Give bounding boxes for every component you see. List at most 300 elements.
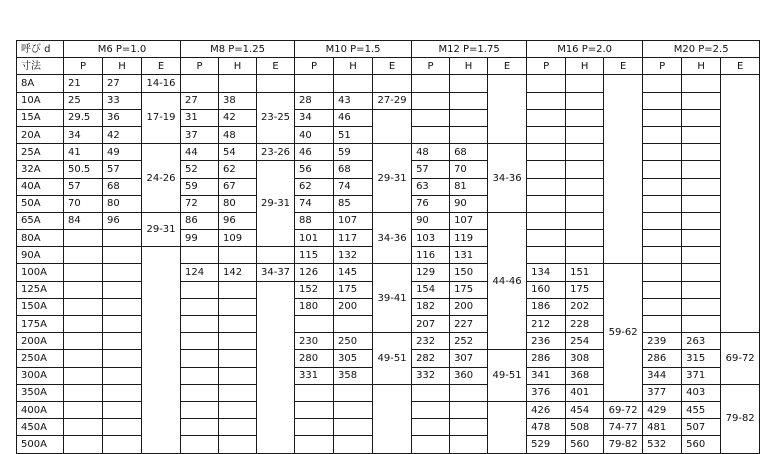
m20-h-cell	[682, 281, 721, 298]
m10-h-cell	[334, 436, 373, 453]
m8-h-cell	[219, 281, 257, 298]
m20-h-cell: 507	[682, 419, 721, 436]
m16-h-cell	[566, 144, 604, 161]
m10-p-cell: 28	[295, 92, 334, 109]
m8-h-cell	[219, 298, 257, 315]
m6-p-cell	[64, 247, 103, 264]
m12-p-cell	[412, 401, 450, 418]
m16-h-cell: 175	[566, 281, 604, 298]
m16-p-cell: 236	[527, 333, 566, 350]
table-row	[17, 333, 760, 350]
m6-p-cell: 34	[64, 126, 103, 143]
table-row	[17, 92, 760, 109]
m8-h-cell: 48	[219, 126, 257, 143]
col-e: E	[488, 58, 527, 75]
m16-e-cell: 74-77	[604, 419, 643, 436]
m8-p-cell	[181, 316, 219, 333]
m12-p-cell: 232	[412, 333, 450, 350]
m6-h-cell	[103, 281, 142, 298]
col-h: H	[334, 58, 373, 75]
col-p: P	[64, 58, 103, 75]
m10-h-cell: 132	[334, 247, 373, 264]
m20-e-cell: 69-72	[721, 333, 760, 385]
m16-h-cell	[566, 109, 604, 126]
m20-p-cell	[643, 281, 682, 298]
m12-p-cell	[412, 92, 450, 109]
m20-p-cell	[643, 126, 682, 143]
m6-h-cell	[103, 419, 142, 436]
m8-h-cell	[219, 367, 257, 384]
m10-h-cell: 68	[334, 161, 373, 178]
m12-h-cell: 227	[450, 316, 488, 333]
m12-h-cell: 90	[450, 195, 488, 212]
m20-h-cell: 263	[682, 333, 721, 350]
m6-p-cell: 70	[64, 195, 103, 212]
m20-h-cell	[682, 75, 721, 92]
m16-p-cell	[527, 75, 566, 92]
m20-p-cell	[643, 316, 682, 333]
m6-p-cell	[64, 436, 103, 453]
m16-p-cell: 478	[527, 419, 566, 436]
m12-h-cell	[450, 92, 488, 109]
m10-p-cell: 101	[295, 230, 334, 247]
col-p: P	[643, 58, 682, 75]
m12-p-cell: 129	[412, 264, 450, 281]
m16-h-cell: 368	[566, 367, 604, 384]
m10-e-cell	[373, 384, 412, 453]
m10-p-cell	[295, 436, 334, 453]
m10-p-cell: 331	[295, 367, 334, 384]
m16-e-cell	[604, 75, 643, 264]
m8-e-cell: 34-37	[257, 264, 295, 281]
m12-h-cell: 131	[450, 247, 488, 264]
m12-h-cell: 70	[450, 161, 488, 178]
m6-e-cell: 14-16	[142, 75, 181, 92]
m8-p-cell	[181, 419, 219, 436]
m10-p-cell: 115	[295, 247, 334, 264]
m16-p-cell	[527, 109, 566, 126]
m12-h-cell: 307	[450, 350, 488, 367]
m10-p-cell: 88	[295, 212, 334, 229]
m6-p-cell: 57	[64, 178, 103, 195]
table-row	[17, 264, 760, 281]
m16-p-cell: 134	[527, 264, 566, 281]
m6-p-cell: 41	[64, 144, 103, 161]
m16-p-cell: 529	[527, 436, 566, 453]
m20-h-cell	[682, 144, 721, 161]
m6-p-cell	[64, 333, 103, 350]
m6-h-cell	[103, 333, 142, 350]
m10-p-cell: 46	[295, 144, 334, 161]
m12-p-cell: 332	[412, 367, 450, 384]
size-cell: 15A	[17, 109, 64, 126]
group-m6: M6 P=1.0	[64, 41, 181, 58]
m20-h-cell: 315	[682, 350, 721, 367]
m16-p-cell: 286	[527, 350, 566, 367]
m20-h-cell: 403	[682, 384, 721, 401]
m6-p-cell	[64, 350, 103, 367]
m8-h-cell: 42	[219, 109, 257, 126]
m8-p-cell: 52	[181, 161, 219, 178]
m20-p-cell: 532	[643, 436, 682, 453]
m6-h-cell	[103, 367, 142, 384]
m8-p-cell	[181, 436, 219, 453]
m10-h-cell: 358	[334, 367, 373, 384]
size-cell: 250A	[17, 350, 64, 367]
m16-e-cell: 69-72	[604, 401, 643, 418]
m8-p-cell	[181, 333, 219, 350]
m16-h-cell	[566, 92, 604, 109]
m8-p-cell	[181, 350, 219, 367]
m20-h-cell	[682, 126, 721, 143]
m20-h-cell	[682, 92, 721, 109]
m8-h-cell: 142	[219, 264, 257, 281]
m16-p-cell	[527, 230, 566, 247]
size-cell: 500A	[17, 436, 64, 453]
m6-h-cell: 80	[103, 195, 142, 212]
m8-h-cell: 62	[219, 161, 257, 178]
m6-h-cell	[103, 384, 142, 401]
m12-h-cell: 81	[450, 178, 488, 195]
m6-h-cell	[103, 436, 142, 453]
m8-h-cell	[219, 350, 257, 367]
m10-p-cell: 180	[295, 298, 334, 315]
m16-p-cell: 426	[527, 401, 566, 418]
m8-e-cell	[257, 247, 295, 264]
m8-h-cell	[219, 75, 257, 92]
m16-h-cell: 508	[566, 419, 604, 436]
m16-h-cell: 560	[566, 436, 604, 453]
m12-h-cell: 360	[450, 367, 488, 384]
m6-h-cell	[103, 316, 142, 333]
m10-h-cell: 145	[334, 264, 373, 281]
m20-p-cell	[643, 264, 682, 281]
m16-p-cell: 212	[527, 316, 566, 333]
m20-h-cell: 455	[682, 401, 721, 418]
col-h: H	[219, 58, 257, 75]
table-row	[17, 109, 760, 126]
table-row	[17, 75, 760, 92]
m16-h-cell	[566, 247, 604, 264]
m20-h-cell	[682, 212, 721, 229]
m20-h-cell: 560	[682, 436, 721, 453]
m6-h-cell: 49	[103, 144, 142, 161]
m20-p-cell: 429	[643, 401, 682, 418]
m20-p-cell	[643, 144, 682, 161]
m8-h-cell: 80	[219, 195, 257, 212]
m20-h-cell	[682, 161, 721, 178]
m10-h-cell: 74	[334, 178, 373, 195]
m20-h-cell	[682, 264, 721, 281]
m10-p-cell	[295, 384, 334, 401]
m10-h-cell	[334, 75, 373, 92]
nominal-label: 呼び d	[17, 41, 64, 58]
size-cell: 150A	[17, 298, 64, 315]
m10-h-cell: 200	[334, 298, 373, 315]
size-cell: 80A	[17, 230, 64, 247]
m12-h-cell: 200	[450, 298, 488, 315]
m8-p-cell	[181, 401, 219, 418]
m12-e-cell	[488, 75, 527, 144]
m16-h-cell	[566, 178, 604, 195]
size-cell: 32A	[17, 161, 64, 178]
m20-p-cell	[643, 247, 682, 264]
m6-h-cell: 96	[103, 212, 142, 229]
m12-p-cell: 154	[412, 281, 450, 298]
m6-h-cell: 36	[103, 109, 142, 126]
m20-p-cell	[643, 92, 682, 109]
group-m10: M10 P=1.5	[295, 41, 412, 58]
m12-p-cell: 282	[412, 350, 450, 367]
m6-h-cell: 57	[103, 161, 142, 178]
m6-h-cell	[103, 298, 142, 315]
size-cell: 200A	[17, 333, 64, 350]
m16-p-cell: 341	[527, 367, 566, 384]
m10-p-cell: 40	[295, 126, 334, 143]
m16-h-cell: 308	[566, 350, 604, 367]
m10-p-cell: 230	[295, 333, 334, 350]
m10-h-cell: 43	[334, 92, 373, 109]
m12-h-cell: 107	[450, 212, 488, 229]
m20-p-cell: 377	[643, 384, 682, 401]
size-cell: 10A	[17, 92, 64, 109]
m12-h-cell	[450, 419, 488, 436]
m12-h-cell: 252	[450, 333, 488, 350]
col-e: E	[373, 58, 412, 75]
m12-p-cell	[412, 109, 450, 126]
m10-e-cell: 27-29	[373, 92, 412, 109]
m20-p-cell: 286	[643, 350, 682, 367]
size-cell: 175A	[17, 316, 64, 333]
m16-p-cell	[527, 195, 566, 212]
m20-p-cell: 344	[643, 367, 682, 384]
size-cell: 90A	[17, 247, 64, 264]
m20-h-cell	[682, 178, 721, 195]
m8-p-cell	[181, 281, 219, 298]
m12-p-cell	[412, 419, 450, 436]
size-cell: 300A	[17, 367, 64, 384]
m16-p-cell	[527, 178, 566, 195]
m6-p-cell	[64, 401, 103, 418]
m12-p-cell: 90	[412, 212, 450, 229]
m20-e-cell: 79-82	[721, 384, 760, 453]
m6-e-cell: 24-26	[142, 144, 181, 213]
m8-h-cell	[219, 401, 257, 418]
m8-h-cell	[219, 316, 257, 333]
m12-p-cell: 116	[412, 247, 450, 264]
m10-p-cell: 62	[295, 178, 334, 195]
m8-p-cell: 37	[181, 126, 219, 143]
m16-h-cell: 401	[566, 384, 604, 401]
m8-p-cell: 31	[181, 109, 219, 126]
m8-p-cell	[181, 247, 219, 264]
m12-h-cell: 119	[450, 230, 488, 247]
m6-p-cell	[64, 230, 103, 247]
m6-p-cell	[64, 264, 103, 281]
m20-p-cell: 481	[643, 419, 682, 436]
size-cell: 40A	[17, 178, 64, 195]
m12-p-cell	[412, 436, 450, 453]
m6-h-cell: 33	[103, 92, 142, 109]
m10-p-cell: 74	[295, 195, 334, 212]
m12-h-cell	[450, 75, 488, 92]
m8-p-cell: 99	[181, 230, 219, 247]
m6-h-cell	[103, 247, 142, 264]
m16-h-cell: 202	[566, 298, 604, 315]
m6-p-cell	[64, 316, 103, 333]
m10-h-cell	[334, 384, 373, 401]
col-e: E	[257, 58, 295, 75]
m8-p-cell	[181, 298, 219, 315]
size-cell: 100A	[17, 264, 64, 281]
m20-h-cell: 371	[682, 367, 721, 384]
m12-p-cell	[412, 384, 450, 401]
m16-p-cell	[527, 212, 566, 229]
m10-h-cell: 51	[334, 126, 373, 143]
m20-h-cell	[682, 247, 721, 264]
col-p: P	[527, 58, 566, 75]
dimension-table	[16, 40, 760, 454]
m10-p-cell: 152	[295, 281, 334, 298]
m20-p-cell	[643, 298, 682, 315]
m16-p-cell: 186	[527, 298, 566, 315]
m6-e-cell: 29-31	[142, 212, 181, 246]
m20-p-cell	[643, 230, 682, 247]
m6-p-cell: 84	[64, 212, 103, 229]
m6-h-cell	[103, 264, 142, 281]
m12-p-cell: 207	[412, 316, 450, 333]
m16-p-cell: 376	[527, 384, 566, 401]
m12-h-cell	[450, 436, 488, 453]
col-p: P	[181, 58, 219, 75]
m8-p-cell: 27	[181, 92, 219, 109]
m12-p-cell: 48	[412, 144, 450, 161]
header-row	[17, 41, 760, 58]
m10-h-cell: 175	[334, 281, 373, 298]
col-h: H	[103, 58, 142, 75]
m12-e-cell: 44-46	[488, 212, 527, 350]
m6-p-cell	[64, 419, 103, 436]
size-cell: 65A	[17, 212, 64, 229]
m20-p-cell	[643, 109, 682, 126]
m12-h-cell: 68	[450, 144, 488, 161]
m16-p-cell	[527, 126, 566, 143]
m6-p-cell: 50.5	[64, 161, 103, 178]
m6-e-cell: 17-19	[142, 92, 181, 144]
m6-p-cell: 25	[64, 92, 103, 109]
m16-h-cell: 228	[566, 316, 604, 333]
size-label: 寸法	[17, 58, 64, 75]
m16-p-cell: 160	[527, 281, 566, 298]
m12-h-cell: 175	[450, 281, 488, 298]
m12-p-cell: 182	[412, 298, 450, 315]
m6-h-cell: 27	[103, 75, 142, 92]
m16-p-cell	[527, 92, 566, 109]
m10-p-cell	[295, 419, 334, 436]
m8-p-cell	[181, 75, 219, 92]
m12-h-cell	[450, 384, 488, 401]
m20-h-cell	[682, 298, 721, 315]
size-cell: 25A	[17, 144, 64, 161]
m8-h-cell	[219, 384, 257, 401]
m8-h-cell: 109	[219, 230, 257, 247]
m6-h-cell: 42	[103, 126, 142, 143]
m10-h-cell: 305	[334, 350, 373, 367]
m8-h-cell: 96	[219, 212, 257, 229]
group-m8: M8 P=1.25	[181, 41, 295, 58]
m8-h-cell	[219, 419, 257, 436]
m12-p-cell	[412, 75, 450, 92]
table-row	[17, 212, 760, 229]
m20-h-cell	[682, 195, 721, 212]
m10-p-cell: 280	[295, 350, 334, 367]
m12-h-cell	[450, 109, 488, 126]
m16-p-cell	[527, 247, 566, 264]
m6-p-cell	[64, 384, 103, 401]
m16-h-cell: 254	[566, 333, 604, 350]
m16-h-cell	[566, 75, 604, 92]
size-cell: 8A	[17, 75, 64, 92]
m8-h-cell	[219, 247, 257, 264]
m8-e-cell	[257, 75, 295, 92]
m12-e-cell	[488, 401, 527, 453]
m10-e-cell: 39-41	[373, 264, 412, 333]
m10-p-cell: 126	[295, 264, 334, 281]
m10-h-cell: 250	[334, 333, 373, 350]
size-cell: 125A	[17, 281, 64, 298]
col-e: E	[604, 58, 643, 75]
col-p: P	[295, 58, 334, 75]
m10-p-cell	[295, 401, 334, 418]
m10-h-cell: 117	[334, 230, 373, 247]
m10-h-cell: 85	[334, 195, 373, 212]
size-cell: 50A	[17, 195, 64, 212]
m12-p-cell: 76	[412, 195, 450, 212]
m16-h-cell	[566, 230, 604, 247]
m20-h-cell	[682, 316, 721, 333]
m6-p-cell: 21	[64, 75, 103, 92]
m6-h-cell: 68	[103, 178, 142, 195]
m10-h-cell: 59	[334, 144, 373, 161]
m6-h-cell	[103, 230, 142, 247]
m16-h-cell	[566, 126, 604, 143]
m6-h-cell	[103, 401, 142, 418]
m20-e-cell	[721, 75, 760, 333]
m16-p-cell	[527, 144, 566, 161]
m12-p-cell	[412, 126, 450, 143]
m20-h-cell	[682, 230, 721, 247]
m12-h-cell: 150	[450, 264, 488, 281]
m10-e-cell: 29-31	[373, 144, 412, 213]
m10-h-cell: 46	[334, 109, 373, 126]
m20-p-cell	[643, 75, 682, 92]
m8-p-cell	[181, 384, 219, 401]
m16-h-cell	[566, 212, 604, 229]
m8-h-cell	[219, 333, 257, 350]
m8-h-cell: 38	[219, 92, 257, 109]
m8-p-cell: 44	[181, 144, 219, 161]
m8-e-cell: 29-31	[257, 161, 295, 247]
m6-p-cell	[64, 281, 103, 298]
m16-h-cell	[566, 161, 604, 178]
m12-e-cell: 34-36	[488, 144, 527, 213]
m16-e-cell: 79-82	[604, 436, 643, 453]
table-row	[17, 144, 760, 161]
size-cell: 400A	[17, 401, 64, 418]
col-e: E	[142, 58, 181, 75]
m12-p-cell: 57	[412, 161, 450, 178]
m12-h-cell	[450, 126, 488, 143]
